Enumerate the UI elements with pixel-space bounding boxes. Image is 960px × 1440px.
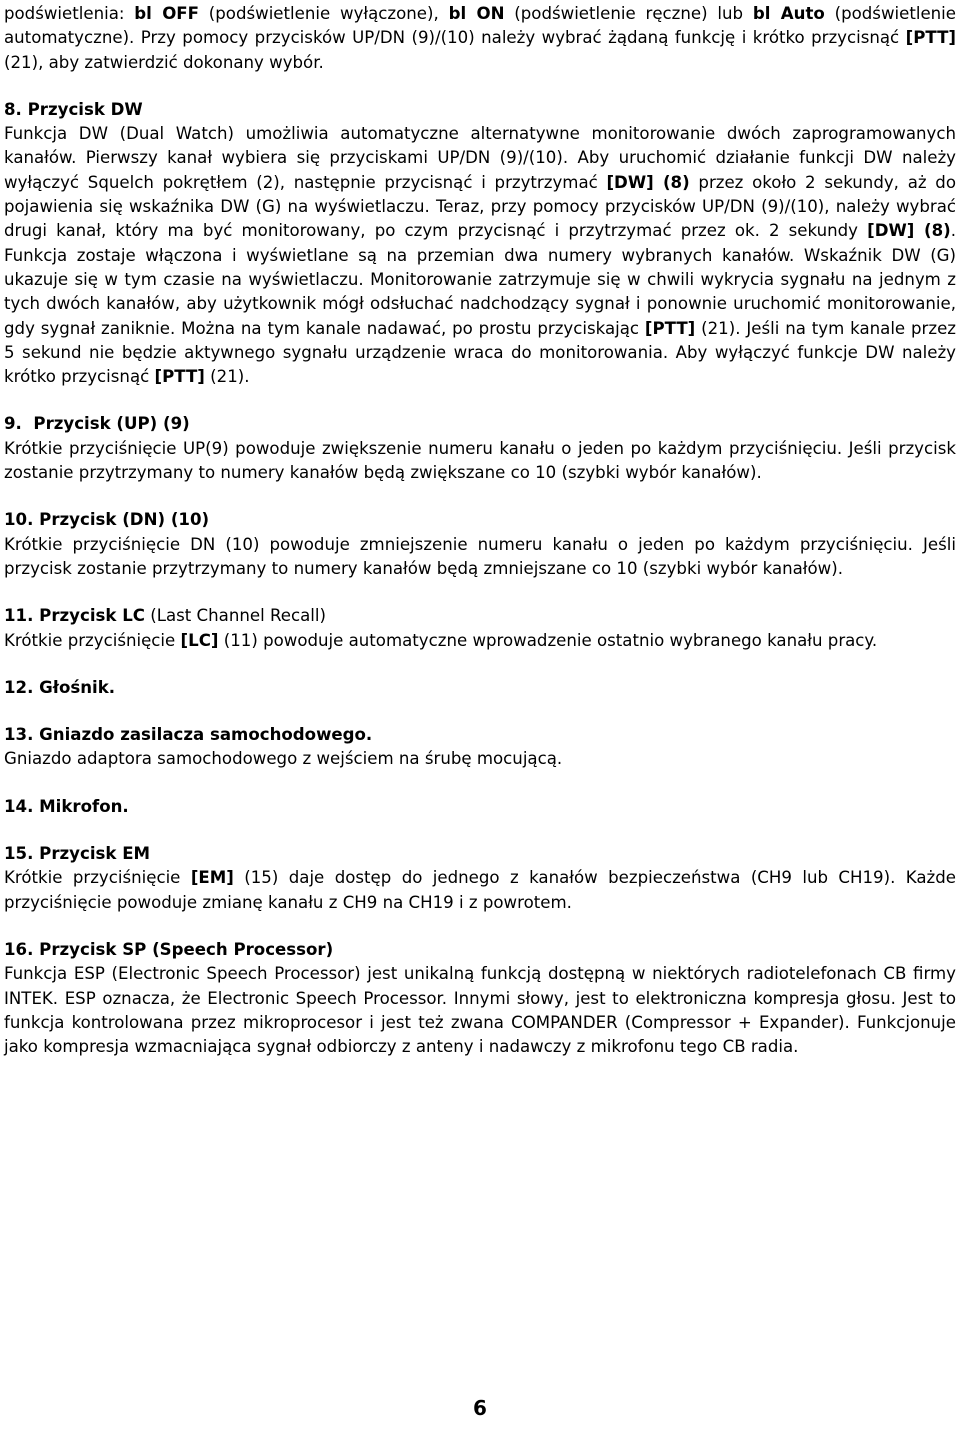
section-8-text: . Funkcja zostaje włączona i wyświetlane są na przemian dwa numery wybranych kanałów. Wskaźnik DW (G) ukazuje się w tym czasie na wyświetlaczu. Monitorowanie zatrzymuje się w chwili wykrycia sygnału na jednym z tych dwóch kanałów, aby użytkownik mógł odsłuchać nadchodzący sygnał i ponownie uruchomić monitorowanie, gdy sygnał zaniknie. Można na tym kanale nadawać, po prostu przyciskając [4,221,956,338]
intro-bold: bl OFF [134,4,199,23]
section-16-heading: 16. Przycisk SP (Speech Processor) [4,939,334,959]
intro-text: (podświetlenie wyłączone), [198,4,449,23]
document-page [4,2,956,1059]
intro-bold: [PTT] [905,28,956,48]
page-number: 6 [473,1396,487,1420]
section-11 [4,604,956,653]
section-8-body [4,122,956,389]
intro-bold: bl Auto [752,4,825,23]
section-14 [4,795,956,819]
section-13-body: Gniazdo adaptora samochodowego z wejściem na śrubę mocującą. [4,749,563,769]
section-11-bold: [LC] [180,630,219,650]
section-11-heading-rest: (Last Channel Recall) [144,606,326,626]
section-13-heading: 13. Gniazdo zasilacza samochodowego. [4,725,373,745]
intro-text: (21), aby zatwierdzić dokonany wybór. [4,52,324,72]
section-15-bold: [EM] [190,868,234,888]
section-10 [4,508,956,581]
section-8-text: Funkcja DW (Dual Watch) umożliwia automatyczne alternatywne monitorowanie dwóch zaprogramowanych kanałów. Pierwszy kanał wybiera się przyciskami UP/DN (9)/(10). Aby uruchomić działanie funkcji DW należy wyłączyć Squelch pokrętłem (2), następnie przycisnąć i przytrzymać [4,124,956,192]
section-11-heading: 11. Przycisk LC [4,606,145,626]
intro-bold: bl ON [448,4,505,23]
section-15-body [4,866,956,915]
section-8-text: przez około 2 sekundy, aż do pojawienia się wskaźnika DW (G) na wyświetlaczu. Teraz, przy pomocy przycisków UP/DN (9)/(10), należy wybrać drugi kanał, który ma być monitorowany, po czym przycisnąć i przytrzymać przez ok. 2 sekundy [4,172,956,241]
section-15-text: (15) daje dostęp do jednego z kanałów bezpieczeństwa (CH9 lub CH19). Każde przyciśnięcie powoduje zmianę kanału z CH9 na CH19 i z powrotem. [4,868,956,912]
section-8-bold: [DW] (8) [867,221,951,241]
section-11-body [4,629,956,653]
section-9 [4,412,956,485]
section-16-body: Funkcja ESP (Electronic Speech Processor) jest unikalną funkcją dostępną w niektórych radiotelefonach CB firmy INTEK. ESP oznacza, że Electronic Speech Processor. Innymi słowy, jest to elektroniczna kompresja głosu. Jest to funkcja kontrolowana przez mikroprocesor i jest też zwana COMPANDER (Compressor + Expander). Funkcjonuje jako kompresja wzmacniająca sygnał odbiorczy z anteny i nadawczy z mikrofonu tego CB radia. [4,964,956,1057]
section-12-heading: 12. Głośnik. [4,677,116,697]
intro-text: (podświetlenie automatyczne). Przy pomocy przycisków UP/DN (9)/(10) należy wybrać żądaną funkcję i krótko przycisnąć [4,4,956,48]
section-11-text: Krótkie przyciśnięcie [4,630,181,650]
intro-text: (podświetlenie ręczne) lub [504,4,753,23]
section-8-heading: 8. Przycisk DW [4,99,143,119]
section-11-heading-line [4,604,956,628]
section-15-heading: 15. Przycisk EM [4,844,151,864]
section-9-body: Krótkie przyciśnięcie UP(9) powoduje zwiększenie numeru kanału o jeden po każdym przyciśnięciu. Jeśli przycisk zostanie przytrzymany to numery kanałów będą zwiększane co 10 (szybki wybór kanałów). [4,438,956,483]
section-8-bold: [PTT] [644,318,696,338]
section-11-text: (11) powoduje automatyczne wprowadzenie ostatnio wybranego kanału pracy. [218,630,878,650]
section-10-heading: 10. Przycisk (DN) (10) [4,510,210,530]
section-13 [4,723,956,772]
intro-text: podświetlenia: [4,4,135,23]
section-8 [4,98,956,390]
section-9-heading: 9. Przycisk (UP) (9) [4,414,190,434]
intro-paragraph [4,2,956,75]
section-8-text: (21). Jeśli na tym kanale przez 5 sekund nie będzie aktywnego sygnału urządzenie wraca do monitorowania. Aby wyłączyć funkcje DW należy krótko przycisnąć [4,318,957,387]
section-8-bold: [DW] (8) [606,172,690,192]
section-14-heading: 14. Mikrofon. [4,796,129,816]
section-12 [4,676,956,700]
section-15 [4,842,956,915]
section-8-bold: [PTT] [154,367,205,387]
section-8-text: (21). [204,367,250,387]
section-15-text: Krótkie przyciśnięcie [4,868,191,888]
section-10-body: Krótkie przyciśnięcie DN (10) powoduje zmniejszenie numeru kanału o jeden po każdym przyciśnięciu. Jeśli przycisk zostanie przytrzymany to numery kanałów będą zmniejszane co 10 (szybki wybór kanałów). [4,534,956,578]
section-16 [4,938,956,1059]
